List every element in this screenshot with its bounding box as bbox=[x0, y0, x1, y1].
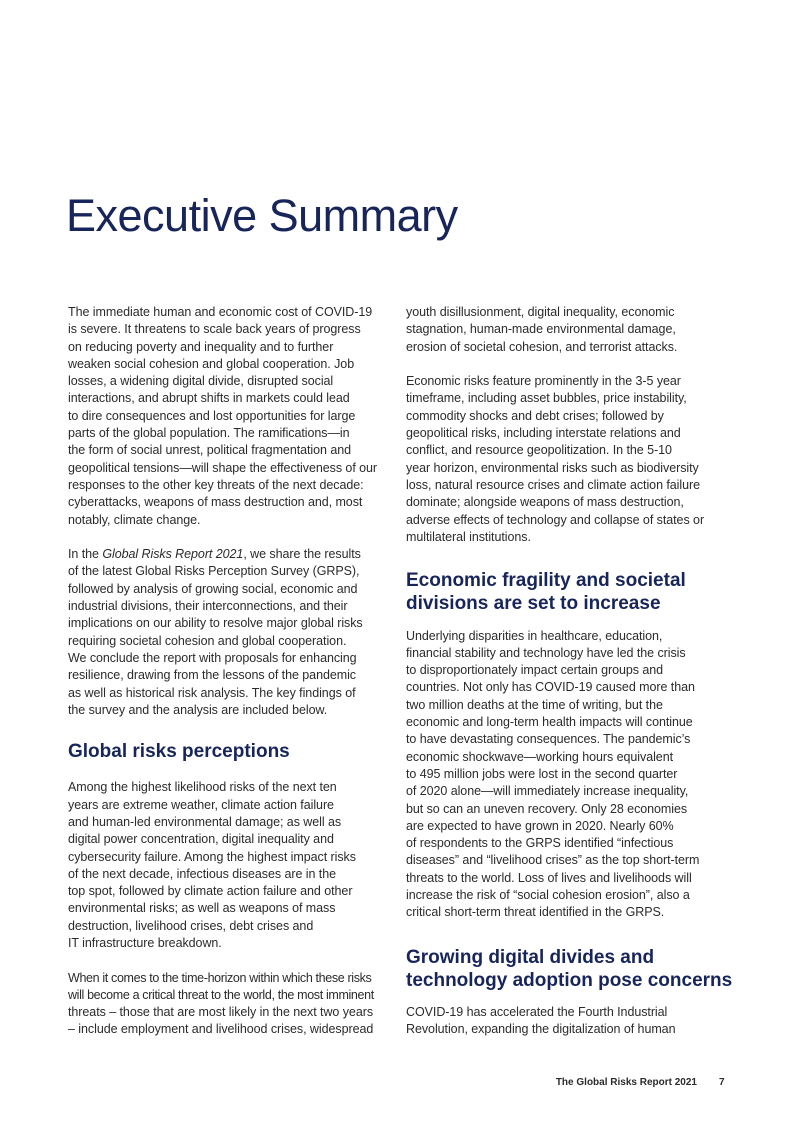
heading-line: Growing digital divides and bbox=[406, 946, 655, 968]
continued-paragraph bbox=[406, 304, 726, 356]
text-line: is severe. It threatens to scale back years of progress bbox=[68, 322, 361, 337]
text-line: Among the highest likelihood risks of the next ten bbox=[68, 780, 337, 795]
text-line: of the next decade, infectious diseases are in the bbox=[68, 866, 337, 881]
text-line: weaken social cohesion and global cooperation. Job bbox=[68, 356, 355, 371]
page-footer bbox=[0, 1076, 793, 1092]
text-line: cybersecurity failure. Among the highest impact risks bbox=[68, 849, 356, 864]
report-overview-paragraph bbox=[68, 546, 388, 719]
text-line bbox=[68, 546, 388, 563]
text-line: The immediate human and economic cost of COVID-19 bbox=[68, 305, 373, 319]
text-line: countries. Not only has COVID-19 caused more than bbox=[406, 680, 695, 695]
section-heading-economic-fragility bbox=[406, 569, 726, 615]
text-line: followed by analysis of growing social, economic and bbox=[68, 581, 358, 596]
text-line: to have devastating consequences. The pandemic’s bbox=[406, 732, 691, 747]
text-line: IT infrastructure breakdown. bbox=[68, 935, 222, 950]
text-line: economic shockwave—working hours equivalent bbox=[406, 749, 674, 764]
right-column bbox=[406, 304, 733, 1039]
text-line: but so can an uneven recovery. Only 28 economies bbox=[406, 801, 688, 816]
economic-fragility-paragraph bbox=[406, 628, 726, 922]
left-column bbox=[68, 304, 388, 1039]
text-line: – include employment and livelihood crises, widespread bbox=[68, 1022, 374, 1037]
text-line: are expected to have grown in 2020. Nearly 60% bbox=[406, 818, 674, 833]
section-heading-digital-divides bbox=[406, 946, 733, 992]
global-risks-paragraph bbox=[68, 779, 388, 952]
text-line: multilateral institutions. bbox=[406, 529, 531, 544]
report-name-italic: Global Risks Report 2021 bbox=[102, 547, 244, 562]
text-line: to 495 million jobs were lost in the second quarter bbox=[406, 766, 678, 781]
text-line: years are extreme weather, climate action failure bbox=[68, 797, 334, 812]
text-line: parts of the global population. The ramifications—in bbox=[68, 426, 350, 441]
text-line: diseases” and “livelihood crises” as the top short-term bbox=[406, 853, 700, 868]
text-line: geopolitical tensions—will shape the effectiveness of our bbox=[68, 460, 378, 475]
text-line: requiring societal cohesion and global cooperation. bbox=[68, 633, 347, 648]
text-line: threats – those that are most likely in the next two years bbox=[68, 1005, 374, 1020]
time-horizon-paragraph bbox=[68, 970, 388, 1039]
text-line: critical short-term threat identified in the GRPS. bbox=[406, 905, 665, 920]
text-line: Revolution, expanding the digitalization of human bbox=[406, 1022, 676, 1037]
text-line: resilience, drawing from the lessons of the pandemic bbox=[68, 668, 356, 683]
text-line: stagnation, human-made environmental damage, bbox=[406, 322, 676, 337]
text-line: the survey and the analysis are included below. bbox=[68, 702, 328, 717]
text-line: of 2020 alone—will immediately increase inequality, bbox=[406, 784, 689, 799]
text-line: timeframe, including asset bubbles, price instability, bbox=[406, 391, 687, 406]
text-line: conflict, and resource geopolitization. In the 5-10 bbox=[406, 443, 672, 458]
text-line: youth disillusionment, digital inequality, economic bbox=[406, 305, 675, 319]
text-line: Underlying disparities in healthcare, education, bbox=[406, 628, 663, 643]
text-line: two million deaths at the time of writing, but the bbox=[406, 697, 663, 712]
intro-paragraph bbox=[68, 304, 388, 529]
heading-line: Economic fragility and societal bbox=[406, 570, 686, 592]
text-line: of respondents to the GRPS identified “infectious bbox=[406, 836, 674, 851]
text-line: on reducing poverty and inequality and to further bbox=[68, 339, 334, 354]
text-line: environmental risks; as well as weapons of mass bbox=[68, 901, 336, 916]
footer-report-title: The Global Risks Report 2021 bbox=[555, 1077, 697, 1088]
text-line: the form of social unrest, political fragmentation and bbox=[68, 443, 352, 458]
text-line: and human-led environmental damage; as well as bbox=[68, 814, 342, 829]
text-line: responses to the other key threats of the next decade: bbox=[68, 477, 364, 492]
text-line: geopolitical risks, including interstate relations and bbox=[406, 426, 681, 441]
text-line: will become a critical threat to the world, the most imminent bbox=[68, 987, 374, 1002]
text-line: top spot, followed by climate action failure and other bbox=[68, 884, 353, 899]
text-line: threats to the world. Loss of lives and livelihoods will bbox=[406, 870, 692, 885]
text-line: adverse effects of technology and collapse of states or bbox=[406, 512, 705, 527]
text-line: destruction, livelihood crises, debt crises and bbox=[68, 918, 314, 933]
text-line: Economic risks feature prominently in the 3-5 year bbox=[406, 374, 681, 389]
text-line: dominate; alongside weapons of mass destruction, bbox=[406, 495, 684, 510]
heading-line: divisions are set to increase bbox=[406, 593, 661, 615]
text-line: increase the risk of “social cohesion erosion”, also a bbox=[406, 887, 690, 902]
text-line: commodity shocks and debt crises; followed by bbox=[406, 408, 664, 423]
digital-divides-paragraph bbox=[406, 1004, 726, 1039]
text-line: to disproportionately impact certain groups and bbox=[406, 663, 664, 678]
heading-line: technology adoption pose concerns bbox=[406, 969, 733, 991]
text-line: financial stability and technology have led the crisis bbox=[406, 645, 686, 660]
text-line: losses, a widening digital divide, disrupted social bbox=[68, 374, 334, 389]
economic-risks-paragraph bbox=[406, 373, 726, 546]
text-line: cyberattacks, weapons of mass destruction and, most bbox=[68, 495, 363, 510]
text-line: economic and long-term health impacts will continue bbox=[406, 715, 693, 730]
text-line: implications on our ability to resolve major global risks bbox=[68, 616, 363, 631]
page-title: Executive Summary bbox=[66, 190, 458, 241]
text-line: COVID-19 has accelerated the Fourth Industrial bbox=[406, 1004, 668, 1019]
text-fragment: , we share the results bbox=[243, 547, 361, 562]
section-heading-global-risks: Global risks perceptions bbox=[68, 741, 290, 763]
text-line: industrial divisions, their interconnections, and their bbox=[68, 599, 348, 614]
text-line: as well as historical risk analysis. The key findings of bbox=[68, 685, 356, 700]
text-line: year horizon, environmental risks such as biodiversity bbox=[406, 460, 699, 475]
text-line: loss, natural resource crises and climate action failure bbox=[406, 477, 700, 492]
text-line: We conclude the report with proposals for enhancing bbox=[68, 650, 357, 665]
text-line: erosion of societal cohesion, and terrorist attacks. bbox=[406, 339, 678, 354]
text-line: interactions, and abrupt shifts in markets could lead bbox=[68, 391, 350, 406]
text-line: digital power concentration, digital inequality and bbox=[68, 832, 334, 847]
text-line: of the latest Global Risks Perception Survey (GRPS), bbox=[68, 564, 360, 579]
text-line: When it comes to the time-horizon within which these risks bbox=[68, 970, 372, 985]
text-fragment: In the bbox=[68, 547, 103, 562]
text-line: to dire consequences and lost opportunities for large bbox=[68, 408, 356, 423]
text-line: notably, climate change. bbox=[68, 512, 201, 527]
page-number: 7 bbox=[719, 1077, 725, 1088]
